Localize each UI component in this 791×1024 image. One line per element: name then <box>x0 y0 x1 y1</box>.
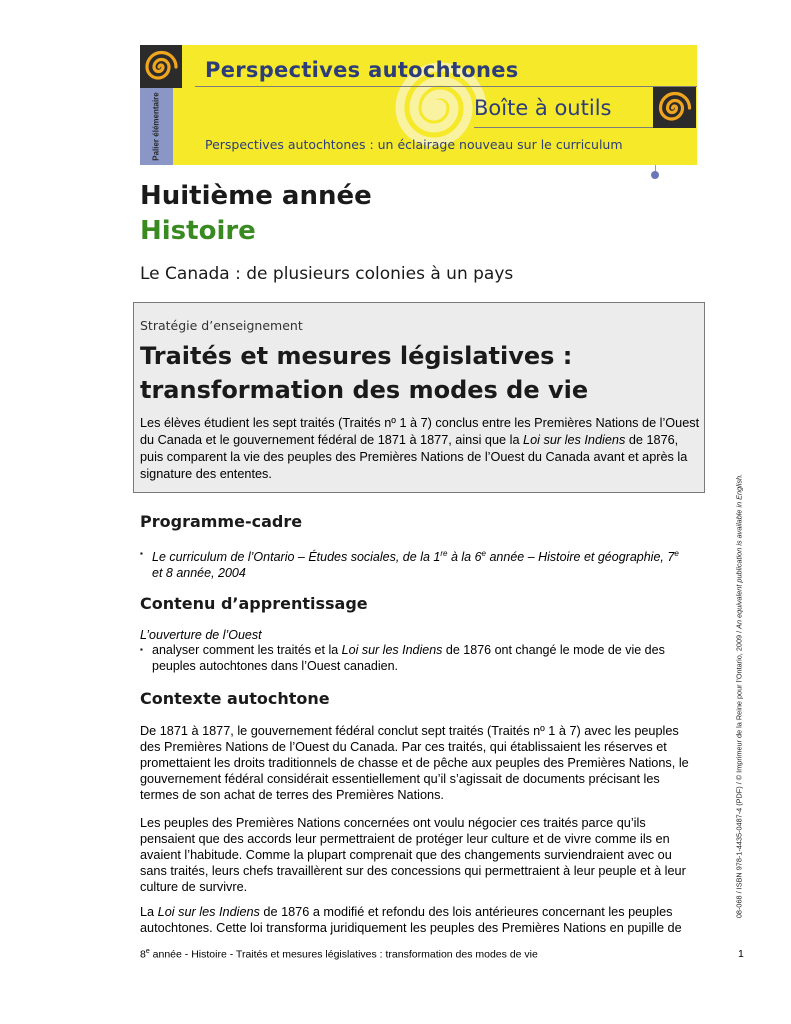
tier-label-text: Palier élémentaire <box>152 92 162 161</box>
bullet-icon: ▪ <box>140 549 143 558</box>
copyright-note <box>735 474 744 918</box>
strategy-label: Stratégie d’enseignement <box>140 318 303 333</box>
spiral-icon <box>653 87 696 128</box>
desc-text: de 1876, puis comparent la vie des peuples des Premières Nations de l’Ouest du Canada avant et après la signature des ententes. <box>140 433 688 481</box>
toolbox-divider <box>474 127 654 128</box>
bullet-icon: ▪ <box>140 645 143 654</box>
desc-text: Les élèves étudient les sept traités (Traités nº 1 à 7) conclus entre les Premières Nations de l’Ouest du Canada et le gouvernement fédéral de 1871 à 1877, ainsi que la <box>140 416 700 447</box>
text-run: analyser comment les traités et la <box>152 643 342 657</box>
text-run: La <box>140 905 158 919</box>
grade-title: Huitième année <box>140 181 372 211</box>
superscript: e <box>145 948 150 955</box>
law-title: Loi sur les Indiens <box>157 905 260 919</box>
contenu-text <box>152 642 697 674</box>
text-run: à la 6 <box>447 550 482 565</box>
banner-title: Perspectives autochtones <box>205 58 519 82</box>
text-run: année - Histoire - Traités et mesures législatives : transformation des modes de vie <box>149 948 538 961</box>
superscript: re <box>440 549 448 558</box>
text-run: année – Histoire et géographie, 7 <box>485 550 675 565</box>
connector-dot <box>651 171 659 179</box>
unit-title: Le Canada : de plusieurs colonies à un pays <box>140 264 514 284</box>
text-run: 08-068 / ISBN 978-1-4435-0487-4 (PDF) / © Imprimeur de la Reine pour l’Ontario, 2009 / <box>734 628 744 919</box>
strategy-description <box>140 415 700 483</box>
superscript: e <box>674 549 679 558</box>
text-run: de 1876 a modifié et refondu des lois antérieures concernant les peuples autochtones. Cette loi transforma juridiquement les peuples des Premières Nations en pupille de <box>140 905 682 935</box>
expectation-label: L’ouverture de l’Ouest <box>140 628 262 642</box>
footer-text <box>140 948 538 961</box>
page-number: 1 <box>738 948 744 960</box>
superscript: e <box>481 549 486 558</box>
desc-law-title: Loi sur les Indiens <box>523 433 626 447</box>
contenu-heading: Contenu d’apprentissage <box>140 594 368 613</box>
strategy-title-line: transformation des modes de vie <box>140 376 589 404</box>
text-run: Le curriculum de l’Ontario – Études sociales, de la 1 <box>152 550 441 565</box>
list-item <box>140 546 700 581</box>
programme-text <box>152 546 692 581</box>
paragraph <box>140 904 700 936</box>
english-note: An equivalent publication is available in English. <box>734 473 744 629</box>
programme-heading: Programme-cadre <box>140 512 303 531</box>
strategy-title-line: Traités et mesures législatives : <box>140 342 573 370</box>
paragraph: De 1871 à 1877, le gouvernement fédéral conclut sept traités (Traités nº 1 à 7) avec les peuples des Premières Nations de l’Ouest du Canada. Par ces traités, qui établissaient les réserves et promettaient les droits traditionnels de chasse et de pêche aux peuples des Premières Nations, le gouvernement fédéral considérait essentiellement qu’il s’agissait de documents précisant les termes de son achat de terres des Premières Nations. <box>140 724 689 802</box>
text-run: de 1876 ont changé le mode de vie des peuples autochtones dans l’Ouest canadien. <box>152 643 665 673</box>
side-note-container <box>729 456 749 936</box>
tier-label <box>140 88 173 165</box>
contexte-heading: Contexte autochtone <box>140 689 330 708</box>
paragraph: Les peuples des Premières Nations concernées ont voulu négocier ces traités parce qu’ils pensaient que des accords leur permettraient de protéger leur culture et de vivre comme ils en avaient l’habitude. Comme la plupart comprenait que des changements surviendraient avec ou sans traités, leurs chefs travaillèrent sur des concessions qui permettraient à leur peuple et à leur culture de survivre. <box>140 816 686 894</box>
text-run: et 8 année, 2004 <box>152 566 246 581</box>
toolbox-title: Boîte à outils <box>474 96 612 120</box>
text-run: 8 <box>140 948 146 961</box>
banner-divider <box>195 86 697 87</box>
list-item <box>140 642 700 674</box>
strategy-title <box>140 339 700 407</box>
law-title: Loi sur les Indiens <box>341 643 443 657</box>
spiral-icon <box>140 45 182 88</box>
banner-subtitle: Perspectives autochtones : un éclairage nouveau sur le curriculum <box>205 137 623 152</box>
subject-title: Histoire <box>140 216 256 246</box>
